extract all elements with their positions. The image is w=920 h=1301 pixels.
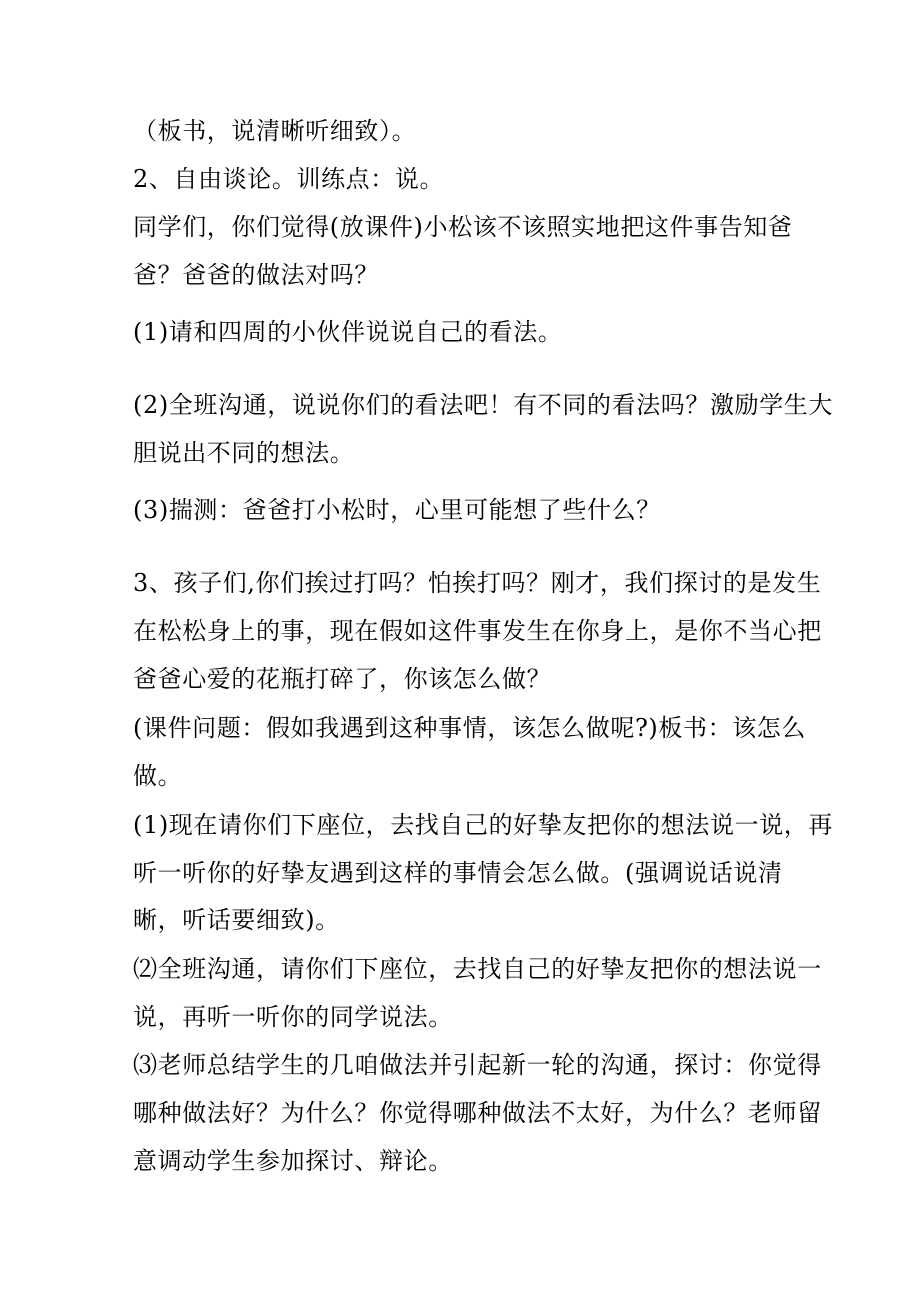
- text-line: (课件问题：假如我遇到这种事情，该怎么做呢?)板书：该怎么: [133, 714, 806, 742]
- text-line: 哪种做法好？为什么？你觉得哪种做法不太好，为什么？老师留: [133, 1099, 822, 1127]
- text-line: 在松松身上的事，现在假如这件事发生在你身上，是你不当心把: [133, 617, 822, 645]
- text-line: 3、孩子们,你们挨过打吗？怕挨打吗？刚才，我们探讨的是发生: [133, 569, 822, 597]
- text-line: 2、自由谈论。训练点：说。: [133, 165, 445, 193]
- text-line: 听一听你的好挚友遇到这样的事情会怎么做。(强调说话说清: [133, 859, 783, 887]
- text-line: 晰，听话要细致)。: [133, 906, 340, 934]
- text-line: 爸？爸爸的做法对吗？: [133, 261, 379, 289]
- text-line: (1)请和四周的小伙伴说说自己的看法。: [133, 318, 563, 346]
- text-line: 意调动学生参加探讨、辩论。: [133, 1147, 453, 1175]
- text-line: ⑶老师总结学生的几咱做法并引起新一轮的沟通，探讨：你觉得: [133, 1051, 822, 1079]
- text-line: 胆说出不同的想法。: [133, 439, 355, 467]
- text-line: (2)全班沟通，说说你们的看法吧！有不同的看法吗？激励学生大: [133, 391, 833, 419]
- text-line: 做。: [133, 762, 183, 790]
- text-line: (1)现在请你们下座位，去找自己的好挚友把你的想法说一说，再: [133, 811, 833, 839]
- text-line: (3)揣测：爸爸打小松时，心里可能想了些什么？: [133, 496, 661, 524]
- text-line: 爸爸心爱的花瓶打碎了，你该怎么做？: [133, 665, 552, 693]
- text-line: （板书，说清晰听细致）。: [133, 117, 417, 145]
- text-line: 说，再听一听你的同学说法。: [133, 1003, 453, 1031]
- text-line: 同学们，你们觉得(放课件)小松该不该照实地把这件事告知爸: [133, 213, 793, 241]
- text-line: ⑵全班沟通，请你们下座位，去找自己的好挚友把你的想法说一: [133, 955, 822, 983]
